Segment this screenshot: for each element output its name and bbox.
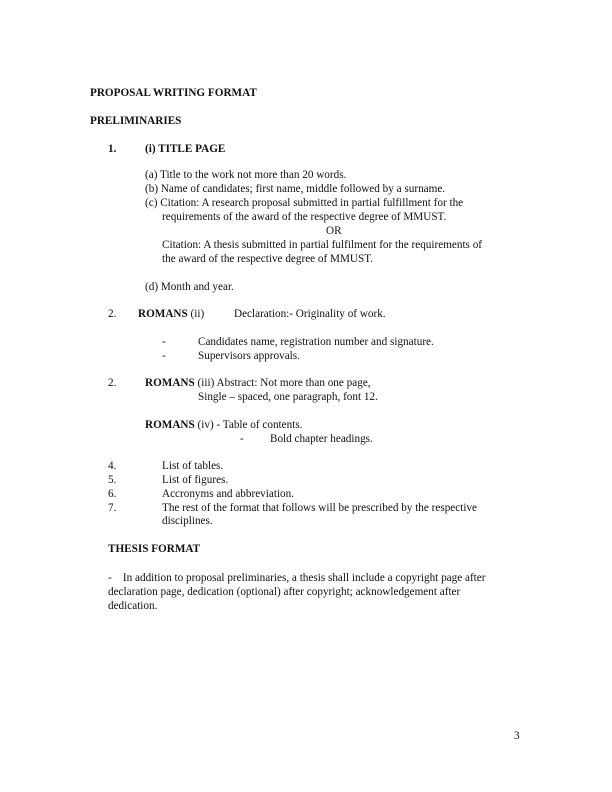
subitem-d: (d) Month and year. — [145, 281, 234, 293]
romans-ii — [138, 307, 204, 321]
bullet-dash: - — [162, 336, 166, 348]
romans-label: ROMANS — [145, 419, 195, 431]
roman-numeral: (ii) — [190, 308, 205, 320]
subitem-c: (c) Citation: A research proposal submitted in partial fulfillment for the — [145, 197, 464, 209]
list-item: List of figures. — [162, 474, 229, 486]
thesis-paragraph-line: declaration page, dedication (optional) after copyright; acknowledgement after — [108, 586, 461, 598]
subitem-c-cont: requirements of the award of the respective degree of MMUST. — [162, 211, 447, 223]
list-item: List of tables. — [162, 460, 224, 472]
list-number: 6. — [108, 488, 117, 500]
romans-iv — [145, 418, 302, 432]
section-heading-preliminaries: PRELIMINARIES — [90, 115, 182, 127]
title-page-heading: (i) TITLE PAGE — [145, 143, 226, 155]
page-number: 3 — [514, 730, 520, 742]
declaration-text: Declaration:- Originality of work. — [234, 308, 386, 320]
abstract-cont: Single – spaced, one paragraph, font 12. — [198, 391, 378, 403]
list-item: The rest of the format that follows will be prescribed by the respective — [162, 502, 478, 514]
thesis-format-heading: THESIS FORMAT — [108, 543, 201, 555]
list-item-cont: disciplines. — [162, 515, 213, 527]
item-number: 1. — [108, 143, 117, 155]
romans-iii — [145, 376, 371, 390]
thesis-paragraph-line: - In addition to proposal preliminaries, a thesis shall include a copyright page after — [108, 572, 486, 584]
item-number: 2. — [108, 308, 117, 320]
or-text: OR — [326, 225, 342, 237]
toc-text: (iv) - Table of contents. — [194, 419, 303, 431]
subitem-a: (a) Title to the work not more than 20 words. — [145, 169, 347, 181]
list-number: 7. — [108, 502, 117, 514]
bullet-text: Candidates name, registration number and signature. — [198, 336, 434, 348]
list-item: Accronyms and abbreviation. — [162, 488, 295, 500]
bullet-dash: - — [240, 433, 244, 445]
romans-label: ROMANS — [138, 308, 188, 320]
citation-thesis: Citation: A thesis submitted in partial fulfilment for the requirements of — [162, 239, 483, 251]
romans-label: ROMANS — [145, 377, 195, 389]
subitem-b: (b) Name of candidates; first name, middle followed by a surname. — [145, 183, 446, 195]
bullet-dash: - — [162, 350, 166, 362]
item-number: 2. — [108, 377, 117, 389]
bold-chapter-headings: Bold chapter headings. — [270, 433, 373, 445]
list-number: 5. — [108, 474, 117, 486]
abstract-text: (iii) Abstract: Not more than one page, — [194, 377, 371, 389]
bullet-text: Supervisors approvals. — [198, 350, 300, 362]
document-title: PROPOSAL WRITING FORMAT — [90, 87, 257, 99]
citation-thesis-cont: the award of the respective degree of MMUST. — [162, 253, 374, 265]
thesis-paragraph-line: dedication. — [108, 600, 158, 612]
list-number: 4. — [108, 460, 117, 472]
